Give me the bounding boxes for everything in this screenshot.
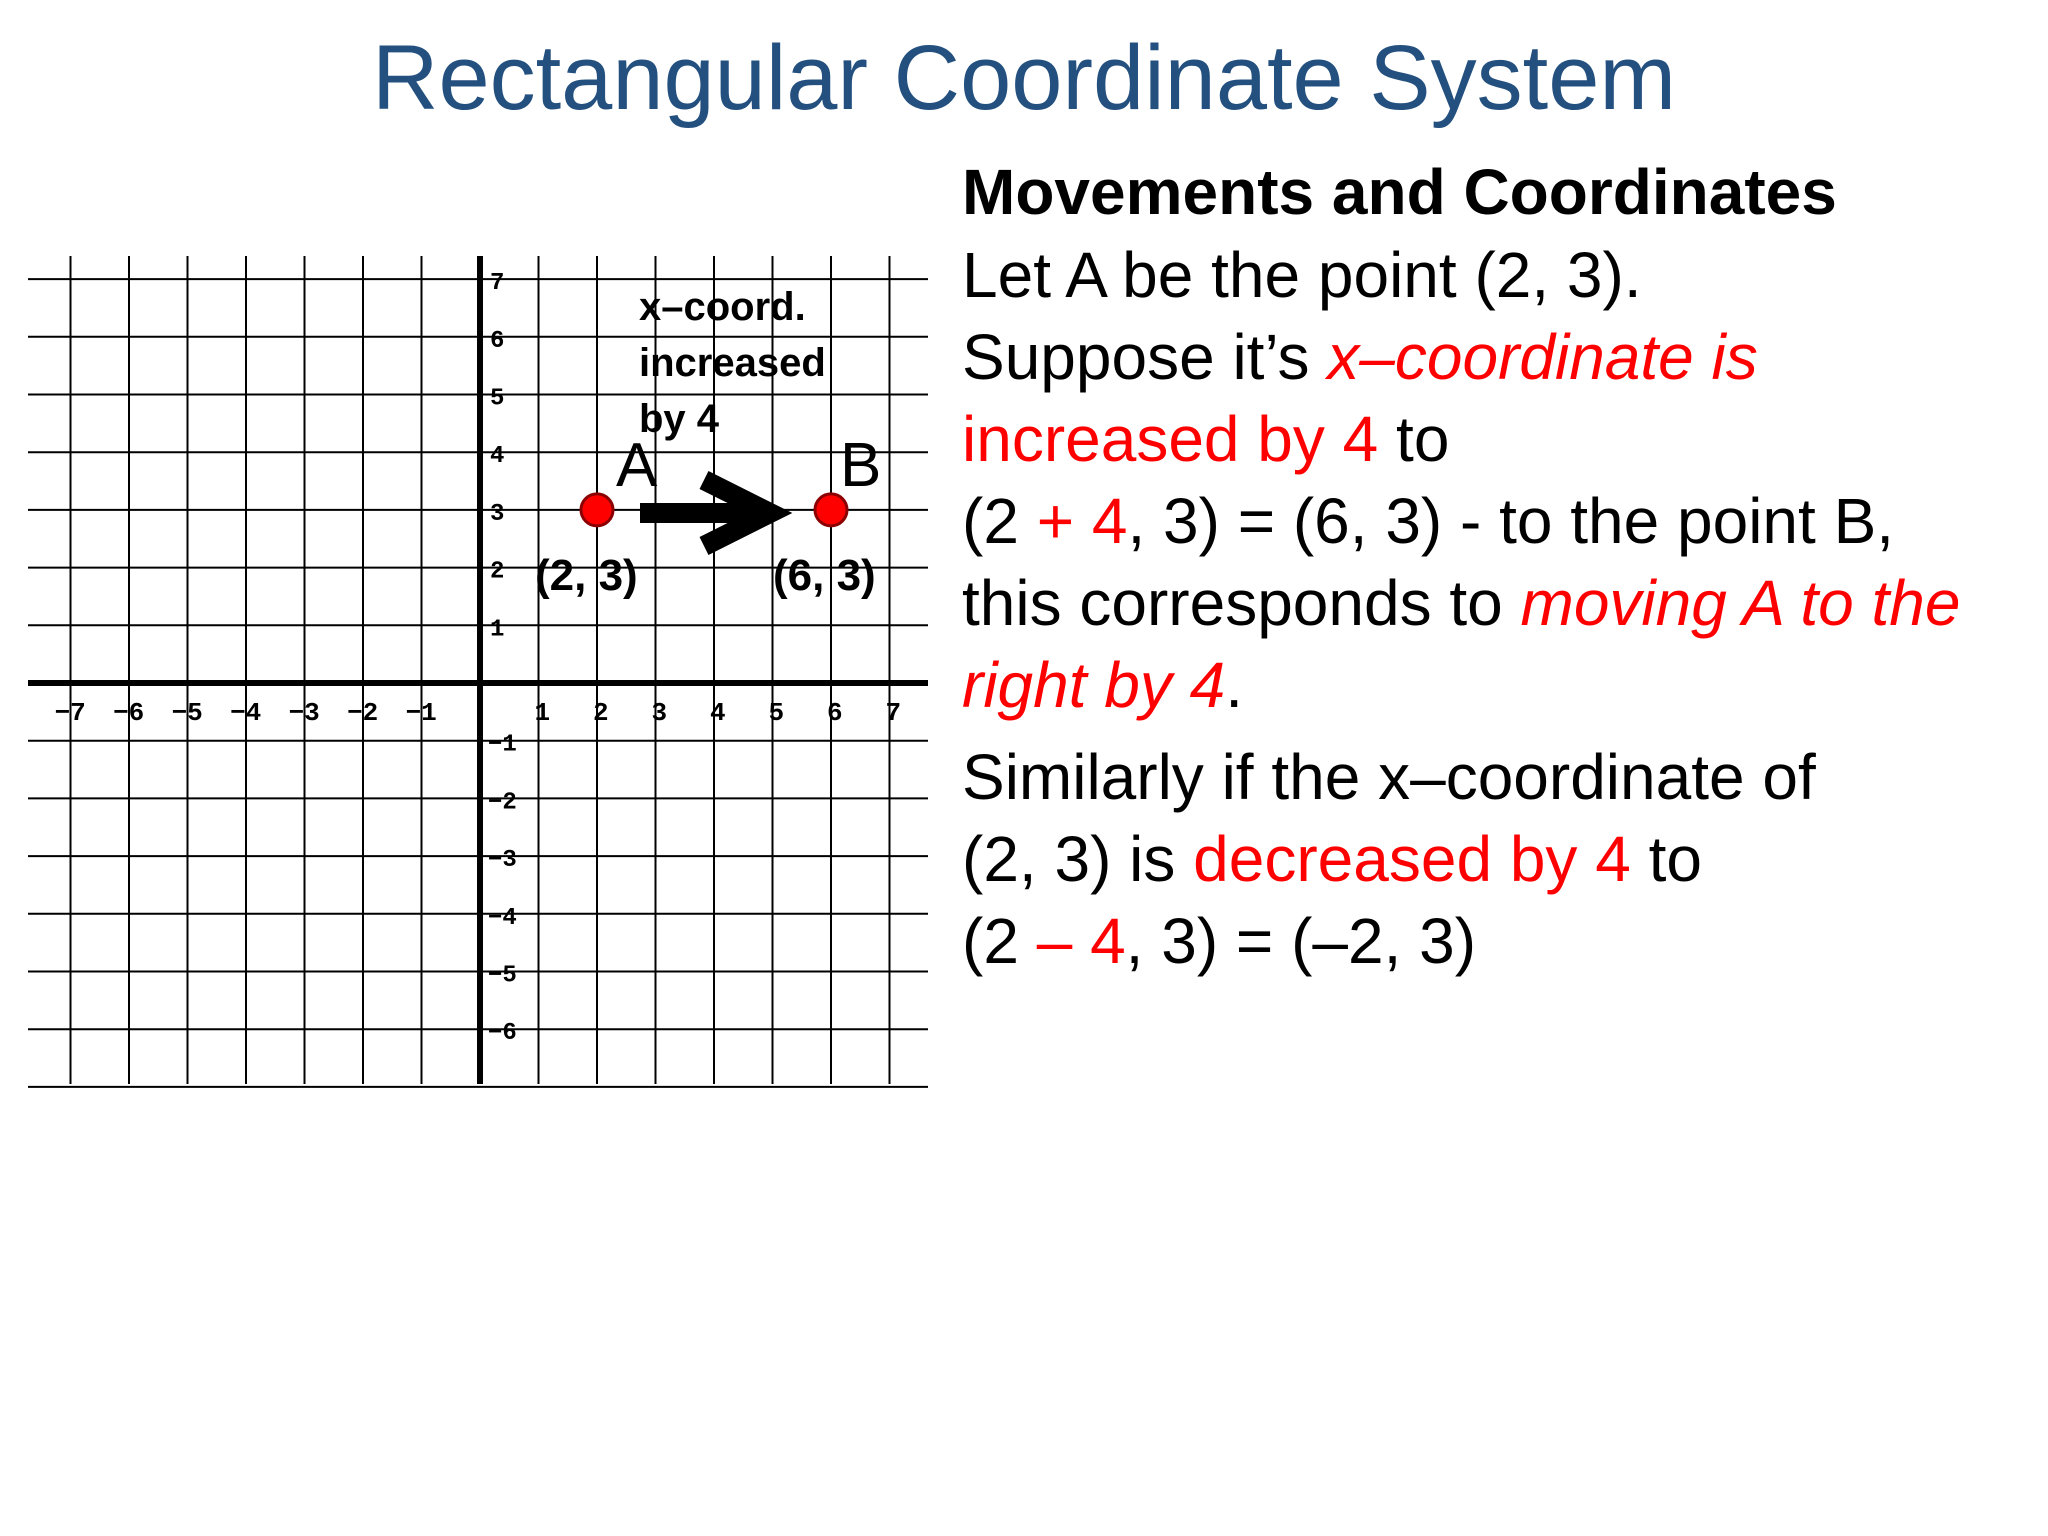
- y-tick-label: −2: [488, 789, 517, 817]
- y-tick-label: 4: [490, 443, 505, 471]
- point-b-label: (6, 3): [773, 551, 876, 600]
- text-line-7: Similarly if the x–coordinate of: [962, 741, 1816, 813]
- x-tick-label: −5: [171, 698, 203, 728]
- text-panel: [962, 150, 2042, 982]
- text-line-6: right by 4.: [962, 649, 1244, 721]
- move-arrow: [640, 480, 770, 546]
- annotation-line-2: increased: [639, 341, 826, 385]
- y-tick-label: 3: [490, 500, 505, 528]
- highlight-x-coordinate: x–coordinate is: [1327, 321, 1758, 393]
- highlight-right-by-4: right by 4: [962, 649, 1226, 721]
- x-tick-label: −2: [347, 698, 379, 728]
- x-tick-label: −6: [113, 698, 145, 728]
- coordinate-graph: [28, 250, 928, 1090]
- y-tick-label: −1: [488, 731, 517, 759]
- text-line-4: (2 + 4, 3) = (6, 3) - to the point B,: [962, 485, 1895, 557]
- highlight-increased: increased by 4: [962, 403, 1379, 475]
- x-tick-label: 7: [885, 698, 902, 728]
- y-tick-label: 1: [490, 616, 505, 644]
- slide-title: Rectangular Coordinate System: [372, 27, 1676, 129]
- panel-heading: Movements and Coordinates: [962, 156, 1837, 228]
- y-tick-label: −4: [488, 904, 517, 932]
- y-tick-label: 6: [490, 327, 505, 355]
- point-a: [581, 494, 613, 526]
- x-tick-label: 3: [651, 698, 668, 728]
- text-line-9: (2 – 4, 3) = (–2, 3): [962, 905, 1477, 977]
- text-line-5: this corresponds to moving A to the: [962, 567, 1961, 639]
- point-a-name: A: [616, 431, 658, 500]
- x-tick-label: 4: [710, 698, 726, 728]
- x-tick-label: 1: [534, 698, 551, 728]
- point-b-name: B: [840, 431, 882, 500]
- y-tick-label: −3: [488, 847, 517, 875]
- text-line-3: increased by 4 to: [962, 403, 1450, 475]
- x-tick-label: 5: [768, 698, 785, 728]
- text-line-1: Let A be the point (2, 3).: [962, 239, 1642, 311]
- point-b: [815, 494, 847, 526]
- x-tick-label: −1: [405, 698, 437, 728]
- x-tick-label: −4: [230, 698, 262, 728]
- y-tick-label: −6: [488, 1020, 517, 1048]
- y-tick-label: 7: [490, 270, 505, 298]
- highlight-moving: moving A to the: [1520, 567, 1961, 639]
- annotation-line-3: by 4: [639, 397, 720, 441]
- y-tick-label: −5: [488, 962, 517, 990]
- text-line-8: (2, 3) is decreased by 4 to: [962, 823, 1702, 895]
- highlight-minus-4: – 4: [1036, 905, 1126, 977]
- y-tick-label: 5: [490, 385, 505, 413]
- y-tick-label: 2: [490, 558, 505, 586]
- annotation-line-1: x–coord.: [639, 285, 806, 329]
- highlight-decreased: decreased by 4: [1193, 823, 1631, 895]
- x-tick-label: −3: [288, 698, 320, 728]
- point-a-label: (2, 3): [535, 551, 638, 600]
- highlight-plus-4: + 4: [1036, 485, 1128, 557]
- x-tick-label: 2: [593, 698, 609, 728]
- text-line-2: Suppose it’s x–coordinate is: [962, 321, 1758, 393]
- x-tick-label: −7: [54, 698, 86, 728]
- x-tick-label: 6: [827, 698, 843, 728]
